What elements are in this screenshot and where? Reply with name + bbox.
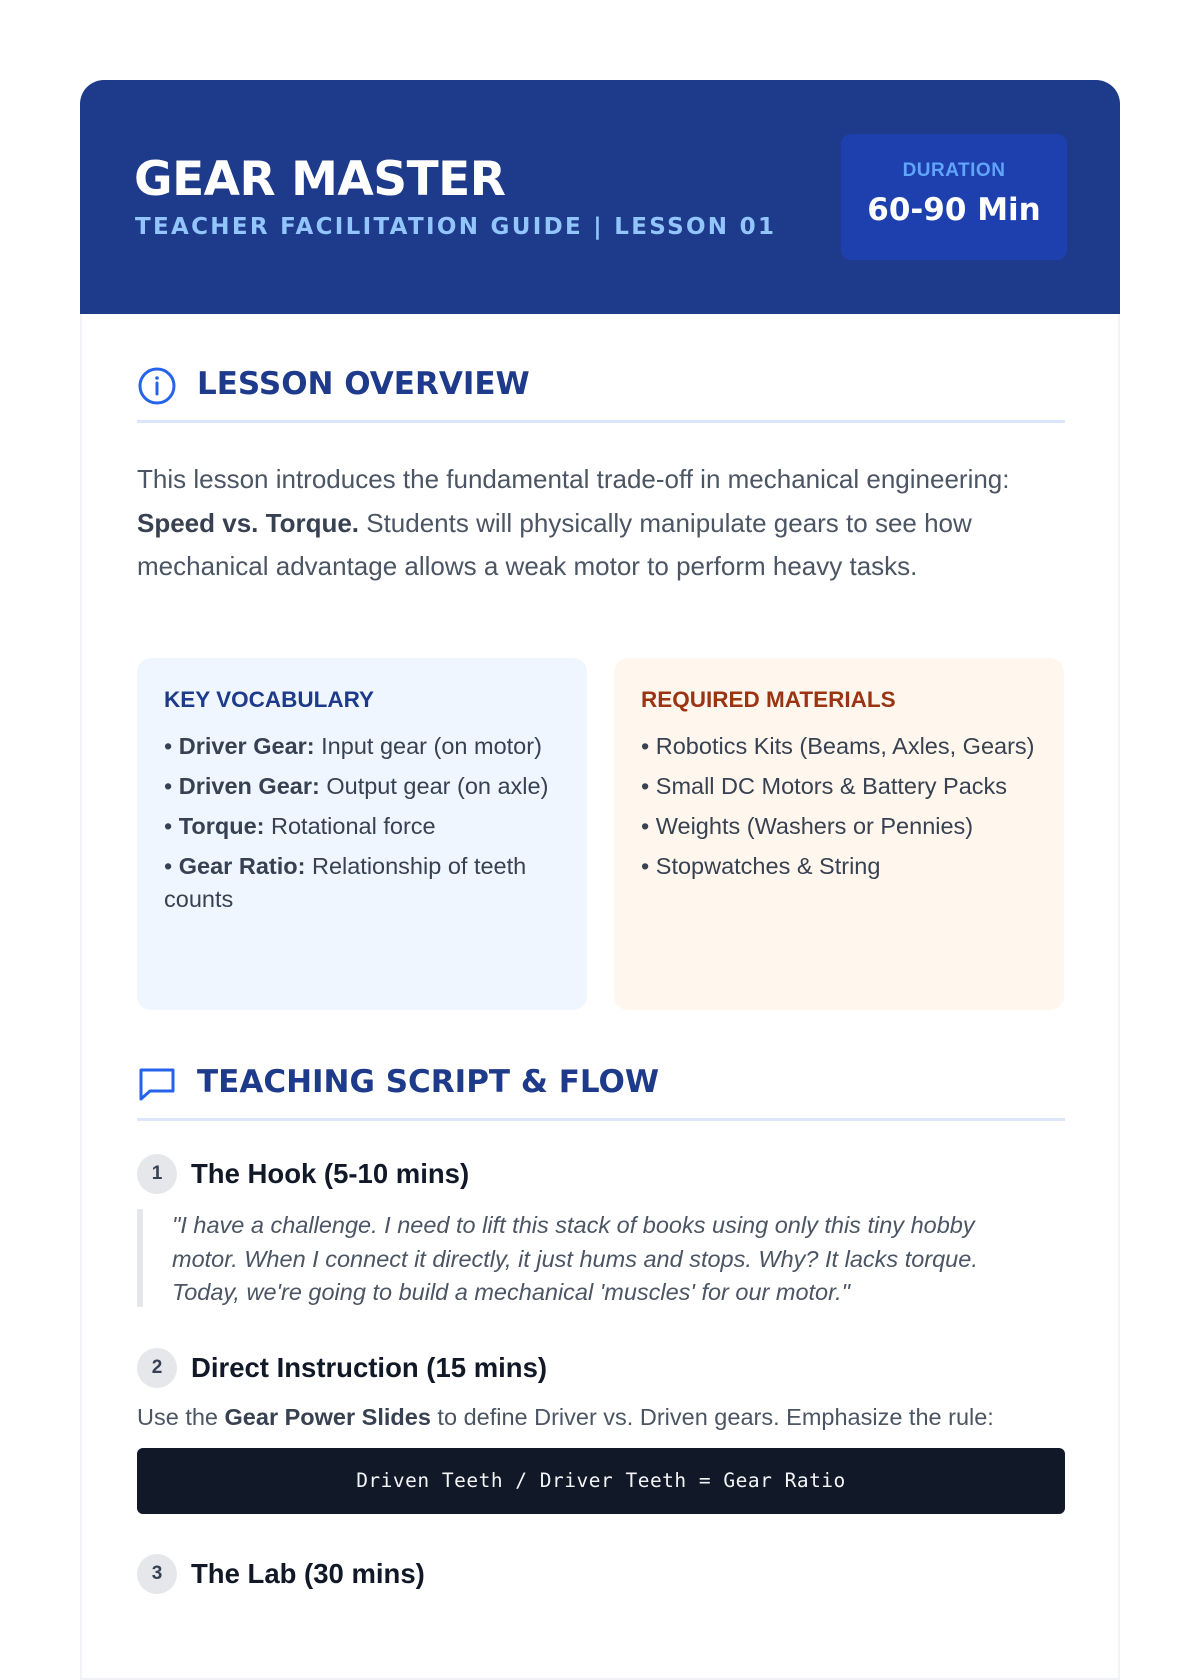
- materials-list: [641, 730, 1037, 883]
- page-title: GEAR MASTER: [134, 152, 506, 207]
- info-icon: [137, 366, 177, 406]
- vocabulary-term: Torque:: [178, 813, 265, 839]
- chat-bubble-icon: [137, 1064, 177, 1104]
- overview-paragraph: [137, 458, 1073, 589]
- vocabulary-item: • Driven Gear: Output gear (on axle): [164, 773, 549, 799]
- instruction-text-emphasis: Gear Power Slides: [224, 1404, 431, 1430]
- page-subtitle: TEACHER FACILITATION GUIDE | LESSON 01: [135, 214, 777, 240]
- lesson-overview-heading: [137, 360, 1065, 423]
- materials-item: • Robotics Kits (Beams, Axles, Gears): [641, 733, 1035, 759]
- vocabulary-definition: Output gear (on axle): [319, 773, 549, 799]
- overview-text-start: This lesson introduces the fundamental trade-off in mechanical engineering:: [137, 464, 1010, 494]
- step-title: The Lab (30 mins): [191, 1558, 425, 1589]
- vocabulary-definition: Input gear (on motor): [314, 733, 542, 759]
- materials-item-text: Small DC Motors & Battery Packs: [655, 773, 1008, 799]
- gear-ratio-formula: Driven Teeth / Driver Teeth = Gear Ratio: [137, 1448, 1065, 1514]
- lesson-overview-title: LESSON OVERVIEW: [197, 366, 530, 402]
- step-title: The Hook (5-10 mins): [191, 1158, 470, 1189]
- vocabulary-term: Gear Ratio:: [178, 853, 306, 879]
- hook-quote: "I have a challenge. I need to lift this stack of books using only this tiny hobby motor. When I connect it directly, it just hums and stops. Why? It lacks torque. Today, we're going to build a mechanical 'muscles' for our motor.": [137, 1209, 1037, 1307]
- vocabulary-item: • Gear Ratio: Relationship of teeth counts: [164, 853, 527, 912]
- teaching-script-heading: [137, 1058, 1065, 1121]
- materials-item-text: Stopwatches & String: [655, 853, 881, 879]
- materials-item-text: Robotics Kits (Beams, Axles, Gears): [655, 733, 1035, 759]
- vocabulary-definition: Rotational force: [264, 813, 436, 839]
- overview-text-end: Students will physically manipulate gears to see how mechanical advantage allows a weak motor to perform heavy tasks.: [137, 507, 972, 581]
- vocabulary-term: Driven Gear:: [178, 773, 320, 799]
- lesson-header: [80, 80, 1120, 314]
- vocabulary-list: [164, 730, 560, 916]
- materials-item: • Small DC Motors & Battery Packs: [641, 773, 1008, 799]
- key-vocabulary-box: [137, 658, 587, 1010]
- duration-label: DURATION: [902, 160, 1006, 181]
- overview-text-emphasis: Speed vs. Torque.: [137, 507, 360, 538]
- step-title: Direct Instruction (15 mins): [191, 1352, 548, 1383]
- required-materials-title: REQUIRED MATERIALS: [641, 687, 896, 712]
- step-number-badge: 3: [137, 1554, 177, 1594]
- duration-badge: [841, 134, 1067, 260]
- key-vocabulary-title: KEY VOCABULARY: [164, 687, 375, 712]
- step-number-badge: 2: [137, 1348, 177, 1388]
- vocabulary-item: • Torque: Rotational force: [164, 813, 436, 839]
- vocabulary-definition: Relationship of teeth counts: [164, 853, 527, 912]
- instruction-text-end: to define Driver vs. Driven gears. Emphasize the rule:: [430, 1404, 994, 1430]
- materials-item: • Weights (Washers or Pennies): [641, 813, 974, 839]
- vocabulary-term: Driver Gear:: [178, 733, 315, 759]
- duration-value: 60-90 Min: [867, 192, 1041, 228]
- vocabulary-item: • Driver Gear: Input gear (on motor): [164, 733, 542, 759]
- teaching-script-title: TEACHING SCRIPT & FLOW: [197, 1064, 660, 1100]
- materials-item: • Stopwatches & String: [641, 853, 881, 879]
- instruction-text: [137, 1400, 994, 1434]
- step-number-badge: 1: [137, 1154, 177, 1194]
- required-materials-box: [614, 658, 1064, 1010]
- instruction-text-start: Use the: [137, 1404, 225, 1430]
- materials-item-text: Weights (Washers or Pennies): [655, 813, 974, 839]
